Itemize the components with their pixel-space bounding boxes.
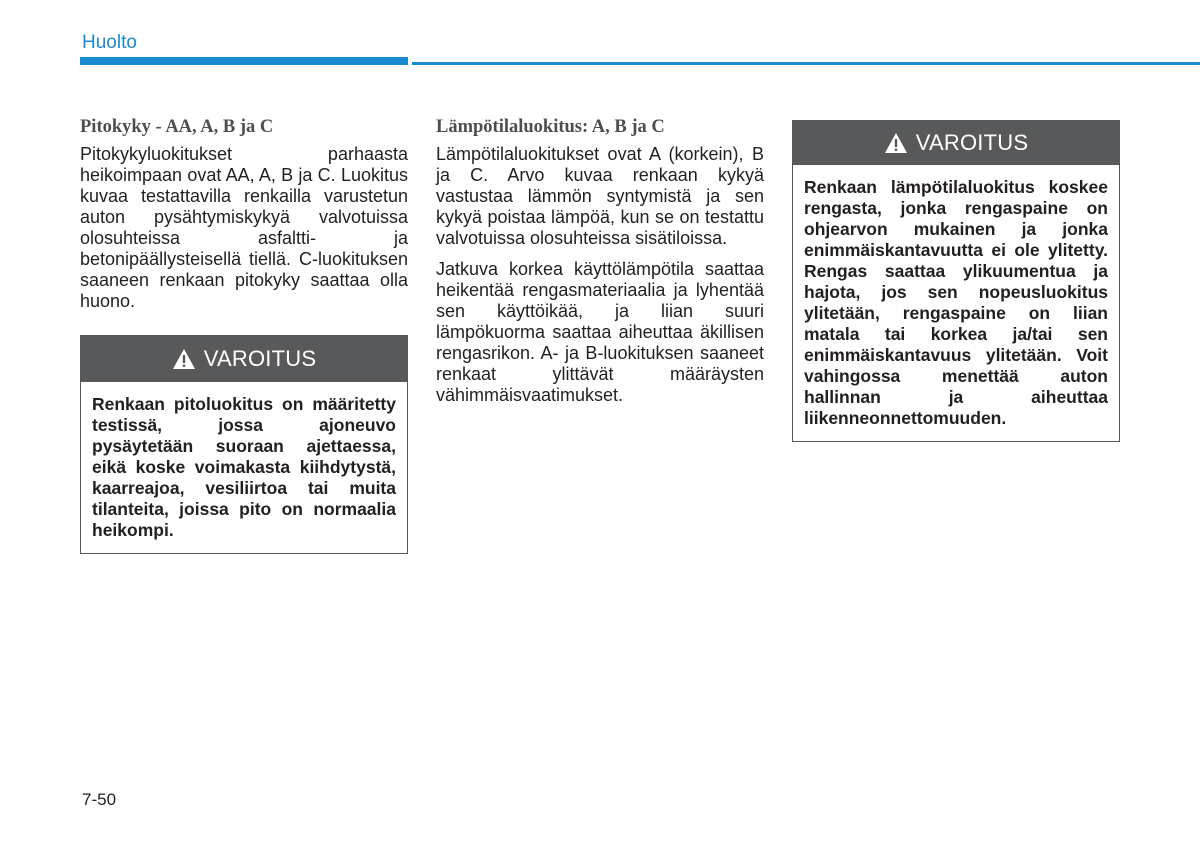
section-title: Huolto [82, 32, 137, 53]
traction-warning-box [80, 335, 408, 554]
warning-header [793, 121, 1119, 165]
temperature-warning-box [792, 120, 1120, 442]
header-rule-thick [80, 57, 408, 65]
temperature-paragraph-1: Lämpötilaluokitukset ovat A (korkein), B ja C. Arvo kuvaa renkaan kykyä vastustaa lämmön syntymistä ja sen kykyä poistaa lämpöä, kun se on testattu valvotuissa olosuhteissa sisätiloissa. [436, 144, 764, 248]
column-traction [80, 115, 408, 554]
header-rule-thin [412, 62, 1200, 65]
column-temperature [436, 115, 764, 416]
warning-triangle-icon [884, 132, 908, 154]
traction-paragraph: Pitokykyluokitukset parhaasta heikoimpaan ovat AA, A, B ja C. Luokitus kuvaa testattavilla renkailla varustetun auton pysähtymiskykyä valvotuissa olosuhteissa asfaltti- ja betonipäällysteisellä tiellä. C-luokituksen saaneen renkaan pitokyky saattaa olla huono. [80, 144, 408, 311]
warning-header [81, 336, 407, 382]
warning-triangle-icon [172, 348, 196, 370]
temperature-paragraph-2: Jatkuva korkea käyttölämpötila saattaa heikentää rengasmateriaalia ja lyhentää sen käyttöikää, ja liian suuri lämpökuorma saattaa aiheuttaa äkillisen rengasrikon. A- ja B-luokituksen saaneet renkaat ylittävät määräysten vähimmäisvaatimukset. [436, 259, 764, 405]
warning-text: Renkaan lämpötilaluokitus koskee rengasta, jonka rengaspaine on ohjearvon mukainen ja jonka enimmäiskantavuutta ei ole ylitetty. Rengas saattaa ylikuumentua ja hajota, jos sen nopeusluokitus ylitetään, rengaspaine on liian matala tai korkea ja/tai sen enimmäiskantavuus ylitetään. Voit vahingossa menettää auton hallinnan ja aiheuttaa liikenneonnettomuuden. [804, 177, 1108, 428]
warning-title: VAROITUS [203, 346, 317, 371]
page-number: 7-50 [82, 790, 117, 809]
traction-heading: Pitokyky - AA, A, B ja C [80, 117, 274, 137]
warning-text: Renkaan pitoluokitus on määritetty testissä, jossa ajoneuvo pysäytetään suoraan ajettaessa, eikä koske voimakasta kiihdytystä, kaarreajoa, vesiliirtoa tai muita tilanteita, joissa pito on normaalia heikompi. [92, 394, 396, 540]
temperature-heading: Lämpötilaluokitus: A, B ja C [436, 117, 665, 137]
warning-title: VAROITUS [915, 130, 1029, 155]
column-warning [792, 120, 1120, 442]
